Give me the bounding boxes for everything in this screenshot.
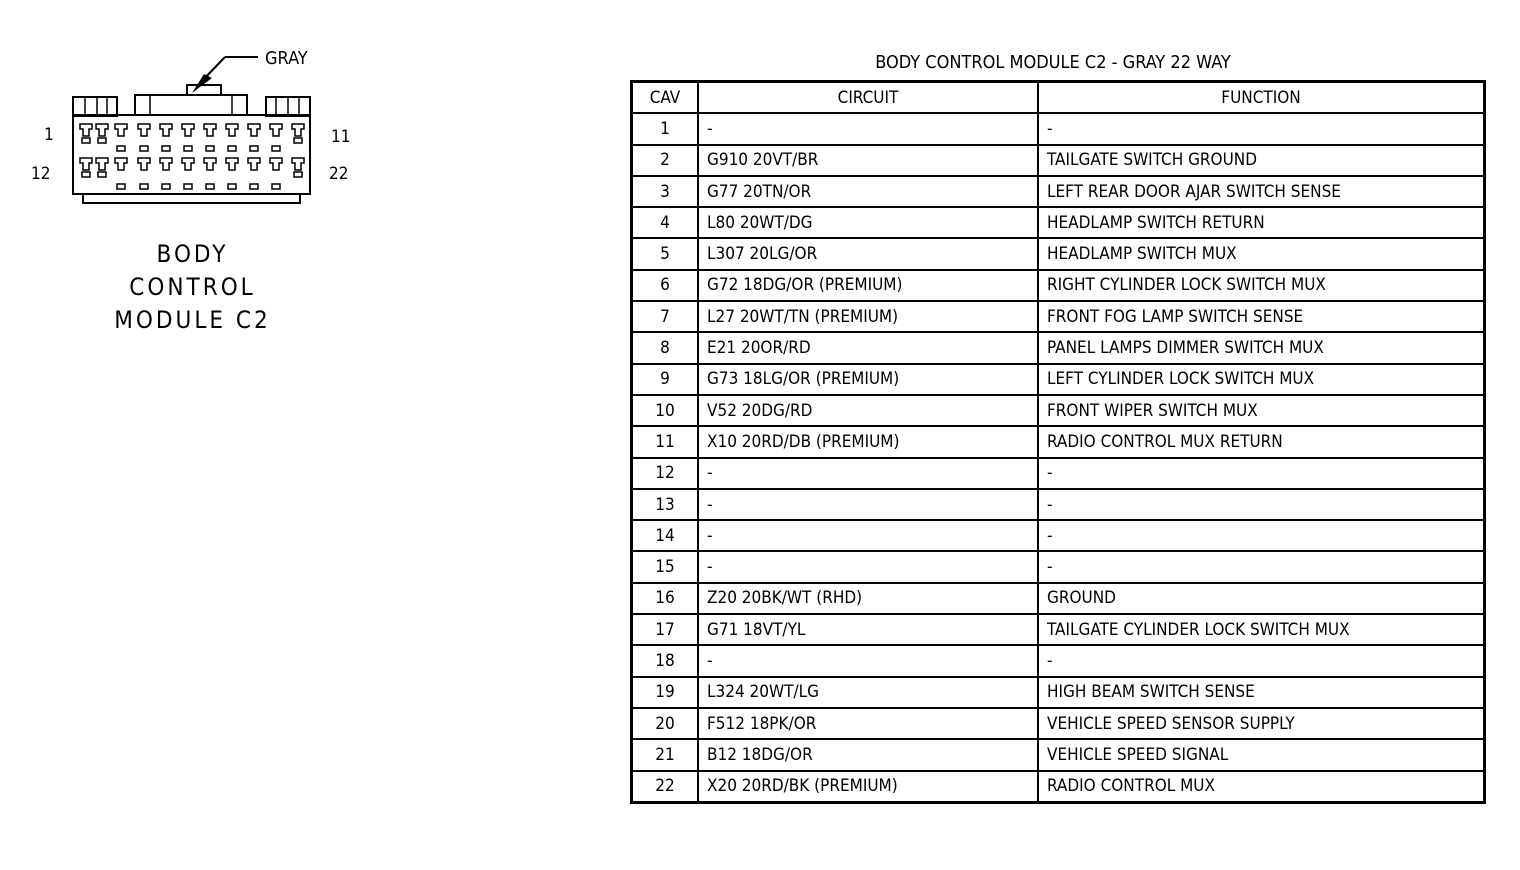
cell-function: -: [1038, 458, 1485, 489]
cell-function: HIGH BEAM SWITCH SENSE: [1038, 677, 1485, 708]
pin-number-22: 22: [329, 164, 349, 184]
cell-circuit: V52 20DG/RD: [698, 395, 1038, 426]
terminal-lock: [140, 184, 148, 189]
cell-function: -: [1038, 489, 1485, 520]
terminal-cavity: [270, 158, 282, 170]
header-cav: CAV: [632, 82, 699, 114]
terminal-lock: [294, 172, 302, 177]
cell-function: RIGHT CYLINDER LOCK SWITCH MUX: [1038, 270, 1485, 301]
cell-cav: 9: [632, 364, 699, 395]
table-row: [632, 301, 1485, 332]
table-row: [632, 489, 1485, 520]
terminal-lock: [294, 138, 302, 143]
terminal-cavity: [248, 158, 260, 170]
table-row: [632, 771, 1485, 803]
cell-circuit: E21 20OR/RD: [698, 332, 1038, 363]
terminal-cavity: [96, 124, 108, 136]
connector-caption: [60, 238, 325, 337]
terminal-lock: [98, 172, 106, 177]
table-row: [632, 113, 1485, 144]
cell-cav: 20: [632, 708, 699, 739]
table-row: [632, 520, 1485, 551]
terminal-cavity: [80, 124, 92, 136]
cell-circuit: G910 20VT/BR: [698, 145, 1038, 176]
terminal-lock: [228, 146, 236, 151]
cell-cav: 19: [632, 677, 699, 708]
cell-function: -: [1038, 645, 1485, 676]
cell-cav: 1: [632, 113, 699, 144]
cell-circuit: X20 20RD/BK (PREMIUM): [698, 771, 1038, 803]
cell-function: VEHICLE SPEED SENSOR SUPPLY: [1038, 708, 1485, 739]
terminal-cavity: [226, 124, 238, 136]
cell-circuit: L80 20WT/DG: [698, 207, 1038, 238]
cell-function: -: [1038, 113, 1485, 144]
terminal-cavity: [80, 158, 92, 170]
table-row: [632, 238, 1485, 269]
table-row: [632, 458, 1485, 489]
terminal-lock: [250, 146, 258, 151]
terminal-lock: [162, 146, 170, 151]
terminal-lock: [206, 184, 214, 189]
terminal-lock: [228, 184, 236, 189]
terminal-cavity: [292, 158, 304, 170]
table-header-row: [632, 82, 1485, 114]
pinout-table: [630, 80, 1486, 804]
cell-circuit: G77 20TN/OR: [698, 176, 1038, 207]
cell-function: RADIO CONTROL MUX: [1038, 771, 1485, 803]
cell-cav: 11: [632, 426, 699, 457]
pin-number-12: 12: [31, 164, 51, 184]
terminal-cavity: [160, 158, 172, 170]
cell-circuit: L27 20WT/TN (PREMIUM): [698, 301, 1038, 332]
table-row: [632, 614, 1485, 645]
terminal-cavity: [115, 158, 127, 170]
terminal-lock: [272, 184, 280, 189]
cell-function: RADIO CONTROL MUX RETURN: [1038, 426, 1485, 457]
pin-number-11: 11: [331, 127, 351, 147]
cell-circuit: -: [698, 489, 1038, 520]
cell-circuit: L324 20WT/LG: [698, 677, 1038, 708]
terminal-lock: [82, 172, 90, 177]
terminal-lock: [250, 184, 258, 189]
terminal-lock: [162, 184, 170, 189]
cell-cav: 3: [632, 176, 699, 207]
terminal-lock: [184, 146, 192, 151]
terminal-cavity: [138, 124, 150, 136]
cell-cav: 18: [632, 645, 699, 676]
cell-function: -: [1038, 551, 1485, 582]
cell-circuit: -: [698, 520, 1038, 551]
cell-function: LEFT REAR DOOR AJAR SWITCH SENSE: [1038, 176, 1485, 207]
cell-cav: 21: [632, 739, 699, 770]
terminal-cavity: [270, 124, 282, 136]
cell-function: VEHICLE SPEED SIGNAL: [1038, 739, 1485, 770]
terminal-cavity: [96, 158, 108, 170]
terminal-lock: [272, 146, 280, 151]
cell-cav: 12: [632, 458, 699, 489]
cell-function: TAILGATE CYLINDER LOCK SWITCH MUX: [1038, 614, 1485, 645]
table-row: [632, 395, 1485, 426]
terminal-lock: [98, 138, 106, 143]
cell-circuit: L307 20LG/OR: [698, 238, 1038, 269]
terminal-cavity: [204, 158, 216, 170]
pin-number-1: 1: [44, 125, 54, 145]
terminal-cavity: [160, 124, 172, 136]
cell-cav: 14: [632, 520, 699, 551]
terminal-lock: [117, 146, 125, 151]
cell-function: PANEL LAMPS DIMMER SWITCH MUX: [1038, 332, 1485, 363]
cell-circuit: -: [698, 113, 1038, 144]
header-function: FUNCTION: [1038, 82, 1485, 114]
cell-circuit: -: [698, 551, 1038, 582]
cell-circuit: G73 18LG/OR (PREMIUM): [698, 364, 1038, 395]
terminal-cavity: [292, 124, 304, 136]
cell-cav: 6: [632, 270, 699, 301]
cell-circuit: Z20 20BK/WT (RHD): [698, 583, 1038, 614]
cell-circuit: X10 20RD/DB (PREMIUM): [698, 426, 1038, 457]
table-row: [632, 176, 1485, 207]
cell-circuit: F512 18PK/OR: [698, 708, 1038, 739]
terminal-cavity: [204, 124, 216, 136]
terminal-cavity: [115, 124, 127, 136]
table-row: [632, 145, 1485, 176]
caption-line-module: MODULE C2: [114, 306, 271, 334]
cell-cav: 16: [632, 583, 699, 614]
terminal-lock: [206, 146, 214, 151]
cell-cav: 8: [632, 332, 699, 363]
cell-cav: 17: [632, 614, 699, 645]
table-row: [632, 426, 1485, 457]
table-row: [632, 332, 1485, 363]
cell-cav: 15: [632, 551, 699, 582]
table-row: [632, 551, 1485, 582]
terminal-cavity: [248, 124, 260, 136]
terminal-cavity: [182, 158, 194, 170]
cell-cav: 5: [632, 238, 699, 269]
cell-function: HEADLAMP SWITCH RETURN: [1038, 207, 1485, 238]
cell-function: LEFT CYLINDER LOCK SWITCH MUX: [1038, 364, 1485, 395]
terminal-lock: [117, 184, 125, 189]
terminal-lock: [184, 184, 192, 189]
cell-cav: 22: [632, 771, 699, 803]
table-row: [632, 645, 1485, 676]
table-row: [632, 207, 1485, 238]
cell-circuit: -: [698, 645, 1038, 676]
cell-function: HEADLAMP SWITCH MUX: [1038, 238, 1485, 269]
cell-function: FRONT FOG LAMP SWITCH SENSE: [1038, 301, 1485, 332]
terminal-cavity: [138, 158, 150, 170]
cell-cav: 2: [632, 145, 699, 176]
caption-line-body: BODY: [156, 240, 229, 268]
table-title: BODY CONTROL MODULE C2 - GRAY 22 WAY: [875, 52, 1231, 73]
terminal-cavity: [226, 158, 238, 170]
table-row: [632, 739, 1485, 770]
cell-function: -: [1038, 520, 1485, 551]
table-row: [632, 677, 1485, 708]
table-row: [632, 708, 1485, 739]
connector-color-label: GRAY: [265, 48, 308, 69]
table-row: [632, 583, 1485, 614]
terminal-lock: [82, 138, 90, 143]
cell-circuit: G71 18VT/YL: [698, 614, 1038, 645]
cell-cav: 4: [632, 207, 699, 238]
terminal-cavity: [182, 124, 194, 136]
terminal-lock: [140, 146, 148, 151]
connector-diagram: [0, 0, 360, 220]
cell-circuit: G72 18DG/OR (PREMIUM): [698, 270, 1038, 301]
cell-circuit: -: [698, 458, 1038, 489]
cell-circuit: B12 18DG/OR: [698, 739, 1038, 770]
cell-function: TAILGATE SWITCH GROUND: [1038, 145, 1485, 176]
header-circuit: CIRCUIT: [698, 82, 1038, 114]
cell-function: FRONT WIPER SWITCH MUX: [1038, 395, 1485, 426]
cell-cav: 13: [632, 489, 699, 520]
table-row: [632, 364, 1485, 395]
table-row: [632, 270, 1485, 301]
cell-cav: 10: [632, 395, 699, 426]
cell-function: GROUND: [1038, 583, 1485, 614]
cell-cav: 7: [632, 301, 699, 332]
caption-line-control: CONTROL: [129, 273, 256, 301]
